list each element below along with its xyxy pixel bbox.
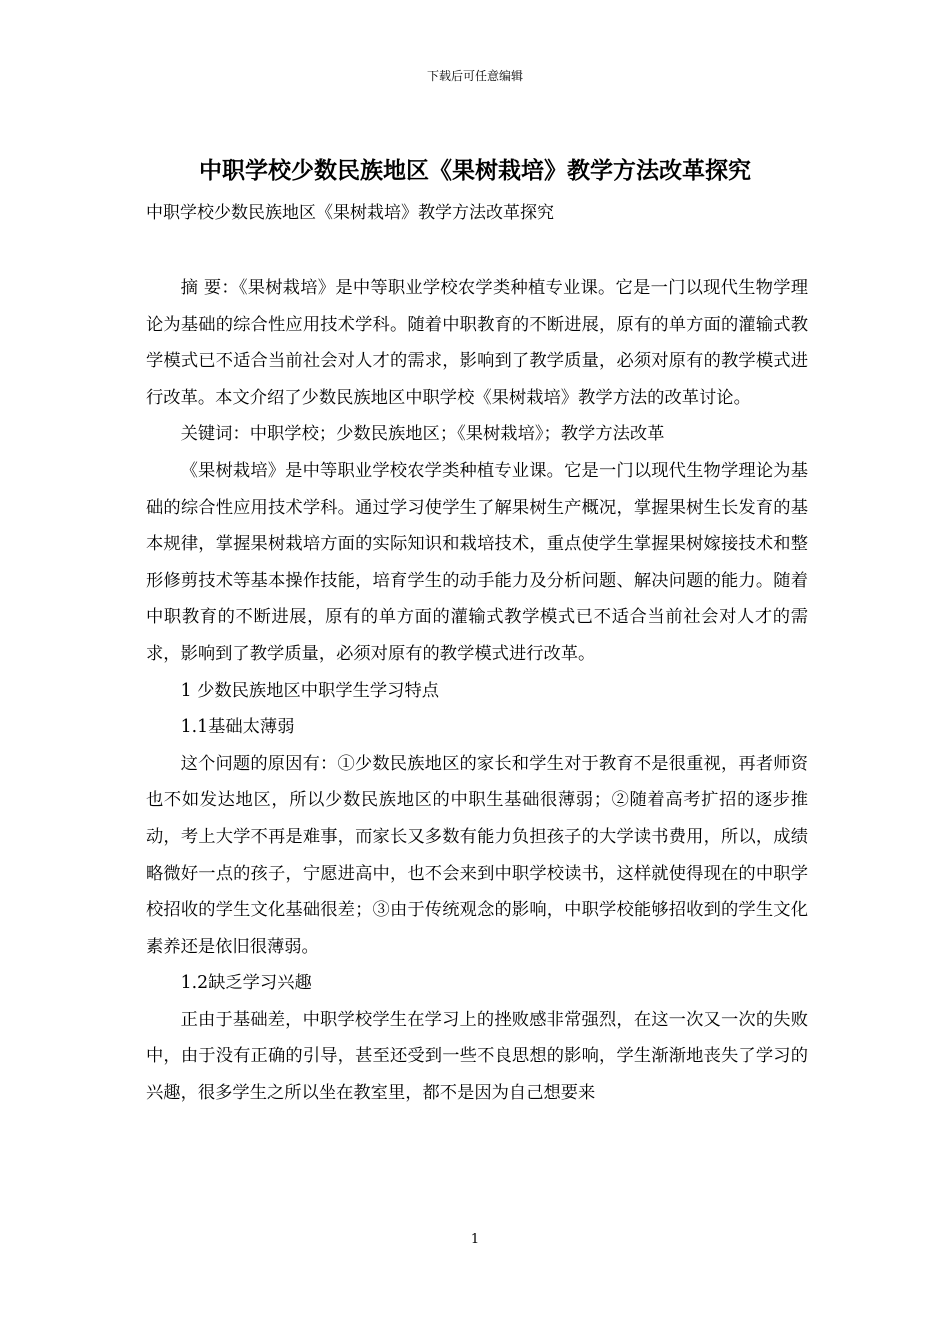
header-note: 下载后可任意编辑 xyxy=(426,69,523,83)
section-heading-1: 1 少数民族地区中职学生学习特点 xyxy=(180,680,440,701)
intro-paragraph: 《果树栽培》是中等职业学校农学类种植专业课。它是一门以现代生物学理论为基础的综合性应用技术学科。通过学习使学生了解果树生产概况，掌握果树生长发育的基本规律，掌握果树栽培方面的实际知识和栽培技术，重点使学生掌握果树嫁接技术和整形修剪技术等基本操作技能，培育学生的动手能力及分析问题、解决问题的能力。随着中职教育的不断进展，原有的单方面的灌输式教学模式已不适合当前社会对人才的需求，影响到了教学质量，必须对原有的教学模式进行改革。 xyxy=(146,460,808,664)
document-subtitle: 中职学校少数民族地区《果树栽培》教学方法改革探究 xyxy=(146,203,554,223)
body-text xyxy=(146,270,808,1112)
document-title: 中职学校少数民族地区《果树栽培》教学方法改革探究 xyxy=(199,157,751,184)
page-number: 1 xyxy=(470,1232,480,1247)
abstract-paragraph: 摘 要：《果树栽培》是中等职业学校农学类种植专业课。它是一门以现代生物学理论为基础的综合性应用技术学科。随着中职教育的不断进展，原有的单方面的灌输式教学模式已不适合当前社会对人才的需求，影响到了教学质量，必须对原有的教学模式进行改革。本文介绍了少数民族地区中职学校《果树栽培》教学方法的改革讨论。 xyxy=(146,278,808,408)
section-1-2-paragraph: 正由于基础差，中职学校学生在学习上的挫败感非常强烈，在这一次又一次的失败中，由于没有正确的引导，甚至还受到一些不良思想的影响，学生渐渐地丧失了学习的兴趣，很多学生之所以坐在教室里，都不是因为自己想要来 xyxy=(146,1009,808,1104)
subsection-heading-1-1: 1.1基础太薄弱 xyxy=(180,717,295,738)
subsection-heading-1-2: 1.2缺乏学习兴趣 xyxy=(180,973,312,994)
section-1-1-paragraph: 这个问题的原因有：①少数民族地区的家长和学生对于教育不是很重视，再者师资也不如发达地区，所以少数民族地区的中职生基础很薄弱；②随着高考扩招的逐步推动，考上大学不再是难事，而家长又多数有能力负担孩子的大学读书费用，所以，成绩略微好一点的孩子，宁愿进高中，也不会来到中职学校读书，这样就使得现在的中职学校招收的学生文化基础很差；③由于传统观念的影响，中职学校能够招收到的学生文化素养还是依旧很薄弱。 xyxy=(146,753,808,957)
keywords-paragraph: 关键词：中职学校；少数民族地区；《果树栽培》；教学方法改革 xyxy=(180,424,665,445)
